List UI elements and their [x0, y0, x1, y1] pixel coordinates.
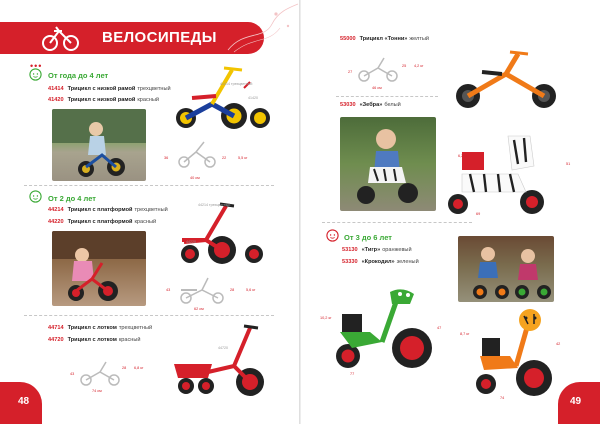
crocodile-tricycle-image	[330, 286, 434, 374]
product-name: «Крокодил»	[361, 259, 395, 265]
width-dimension: 69	[476, 212, 481, 216]
weight-label: 5,5 кг	[238, 156, 248, 160]
age-range-heading: От 2 до 4 лет	[48, 194, 96, 203]
product-line	[48, 97, 159, 104]
product-code: 53330	[342, 259, 358, 265]
product-name: «Тигр»	[361, 247, 381, 253]
product-line	[48, 207, 168, 214]
low-frame-tricycle-image	[172, 60, 272, 130]
product-variant: оранжевый	[382, 247, 412, 253]
product-name: Трицикл с лотком	[67, 325, 117, 331]
girl-on-tricycle-photo	[52, 231, 146, 306]
child-face-icon	[29, 190, 42, 203]
width-dimension: 46 см	[372, 86, 382, 90]
image-caption: 44220	[186, 240, 196, 244]
child-on-zebra-tricycle-photo	[340, 117, 436, 211]
width-dimension: 74 см	[92, 389, 102, 393]
orange-tricycle-image	[452, 44, 562, 112]
product-line	[48, 337, 141, 344]
section-divider	[322, 222, 472, 223]
zebra-tricycle-image	[444, 126, 548, 218]
width-dimension: 77	[350, 372, 355, 376]
product-name: Трицикл с низкой рамой	[67, 86, 136, 92]
product-variant: красный	[137, 97, 160, 103]
product-line	[48, 219, 156, 226]
weight-label: 6,2 кг	[458, 154, 468, 158]
section-divider	[24, 315, 274, 316]
product-code: 41420	[48, 97, 64, 103]
children-on-tricycles-photo	[458, 236, 554, 302]
weight-label: 4,2 кг	[414, 64, 424, 68]
width-dimension: 62 см	[194, 307, 204, 311]
height-dimension: 36	[164, 156, 169, 160]
product-line	[342, 247, 412, 254]
tray-tricycle-image	[172, 320, 272, 400]
section-divider	[24, 185, 274, 186]
product-line	[340, 102, 401, 109]
page-title: ВЕЛОСИПЕДЫ	[102, 29, 217, 46]
product-variant: зеленый	[396, 259, 419, 265]
section-divider	[336, 96, 438, 97]
swirl-decoration-icon	[224, 0, 300, 52]
product-line	[342, 259, 419, 266]
dimension-diagram	[178, 276, 228, 304]
weight-label: 5,6 кг	[246, 288, 256, 292]
image-caption: 41420	[248, 96, 258, 100]
product-variant: трехцветный	[137, 86, 171, 92]
product-name: Трицикл с низкой рамой	[67, 97, 136, 103]
product-line	[340, 36, 429, 43]
product-variant: белый	[384, 102, 401, 108]
product-name: «Зебра»	[359, 102, 383, 108]
product-line	[48, 325, 152, 332]
product-code: 44714	[48, 325, 64, 331]
child-on-tricycle-photo	[52, 109, 146, 181]
product-variant: красный	[134, 219, 157, 225]
height-dimension: 43	[70, 372, 75, 376]
image-caption: 44720	[218, 346, 228, 350]
height-dimension: 42	[556, 342, 561, 346]
product-name: Трицикл «Тонни»	[359, 36, 408, 42]
width-dimension: 74	[500, 396, 505, 400]
seat-height-dimension: 25	[402, 64, 407, 68]
seat-height-dimension: 28	[122, 366, 127, 370]
page-gutter	[299, 0, 301, 424]
color-caption: 41414 трехцветный	[220, 82, 253, 86]
dimension-diagram	[176, 138, 220, 168]
product-variant: желтый	[409, 36, 430, 42]
child-face-icon	[326, 229, 339, 242]
dimension-diagram	[358, 56, 398, 82]
child-face-icon	[29, 68, 42, 81]
decorative-dots: •••	[30, 61, 43, 71]
width-dimension: 40 см	[190, 176, 200, 180]
weight-label: 8,7 кг	[460, 332, 470, 336]
age-range-heading: От 3 до 6 лет	[344, 233, 392, 242]
product-name: Трицикл с платформой	[67, 219, 133, 225]
product-code: 41414	[48, 86, 64, 92]
product-variant: трехцветный	[134, 207, 168, 213]
product-code: 53130	[342, 247, 358, 253]
product-code: 44720	[48, 337, 64, 343]
tricycle-logo-icon	[40, 24, 80, 52]
height-dimension: 27	[348, 70, 353, 74]
dimension-diagram	[80, 360, 120, 386]
seat-height-dimension: 28	[230, 288, 235, 292]
page-number-right: 49	[570, 396, 582, 407]
weight-label: 6,8 кг	[134, 366, 144, 370]
height-dimension: 43	[166, 288, 171, 292]
product-code: 53030	[340, 102, 356, 108]
height-dimension: 47	[437, 326, 442, 330]
product-code: 44214	[48, 207, 64, 213]
height-dimension: 51	[566, 162, 571, 166]
weight-label: 10,2 кг	[320, 316, 332, 320]
product-name: Трицикл с платформой	[67, 207, 133, 213]
product-line	[48, 86, 171, 93]
age-range-heading: От года до 4 лет	[48, 71, 109, 80]
product-variant: трехцветный	[118, 325, 153, 331]
page-number-left: 48	[18, 396, 30, 407]
seat-height-dimension: 22	[222, 156, 227, 160]
tiger-tricycle-image	[472, 306, 564, 398]
color-caption: 44214 трехцветный	[198, 203, 231, 207]
product-code: 55000	[340, 36, 356, 42]
product-name: Трицикл с лотком	[67, 337, 117, 343]
product-variant: красный	[118, 337, 141, 343]
product-code: 44220	[48, 219, 64, 225]
